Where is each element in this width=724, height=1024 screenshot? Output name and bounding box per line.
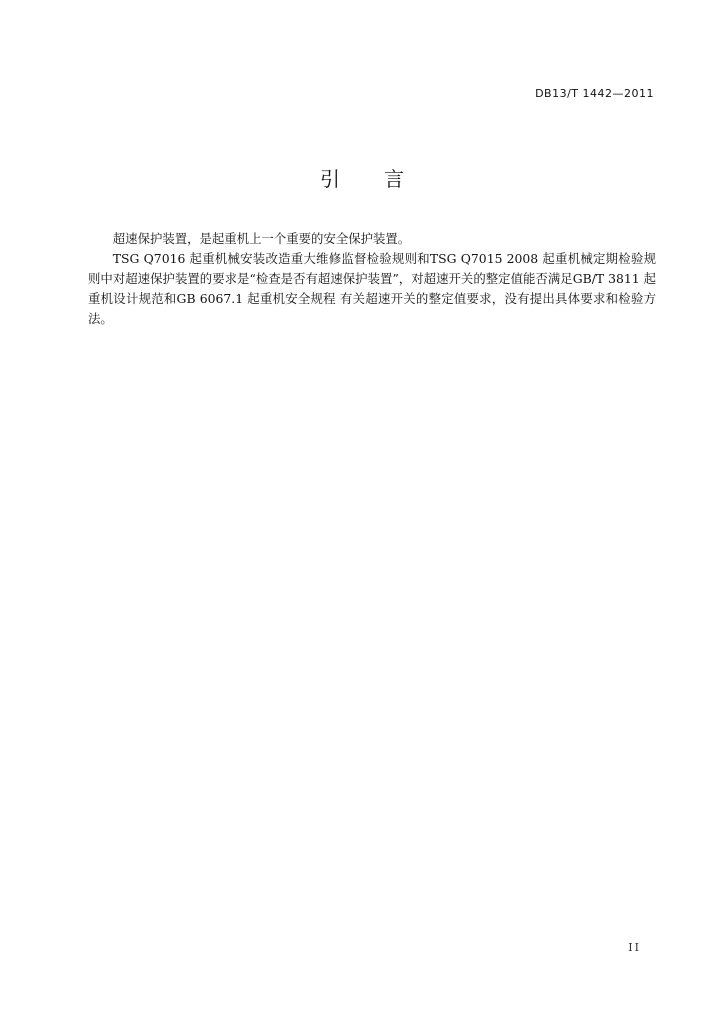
page-number: II: [628, 941, 641, 954]
section-title: 引言: [320, 167, 448, 191]
paragraph-2: TSG Q7016 起重机械安装改造重大维修监督检验规则和TSG Q7015 2008 起重机械定期检验规则中对超速保护装置的要求是“检查是否有超速保护装置”，对超速开关的整定值能否满足GB/T 3811 起重机设计规范和GB 6067.1 起重机安全规程 有关超速开关的整定值要求，没有提出具体要求和检验方法。: [88, 251, 656, 326]
paragraph-1: 超速保护装置，是起重机上一个重要的安全保护装置。: [112, 231, 411, 246]
body-text: [88, 229, 656, 329]
document-code: DB13/T 1442—2011: [535, 87, 654, 100]
